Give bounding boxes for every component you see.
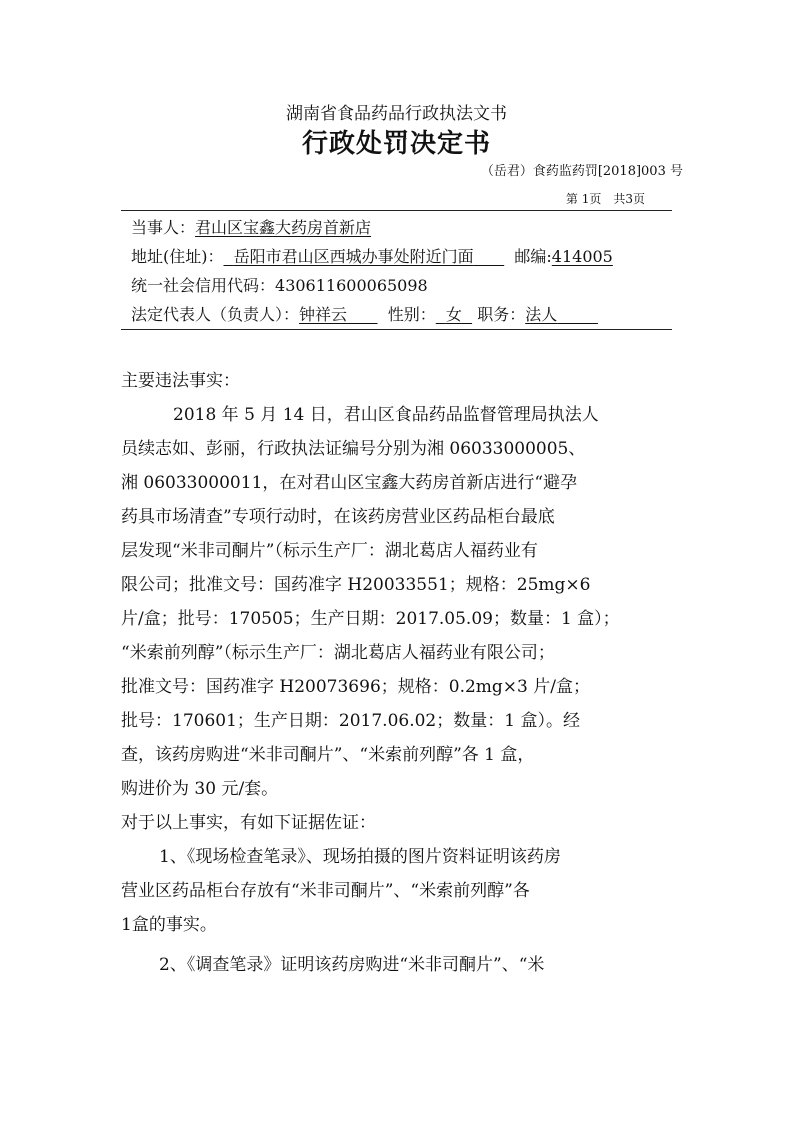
facts-line: 批号：170601；生产日期：2017.06.02；数量：1 盒）。经: [121, 711, 580, 731]
facts-heading: 主要违法事实：: [121, 371, 240, 391]
party-address-line: [131, 246, 613, 268]
address-value-wrap: [224, 247, 505, 266]
evidence-line: 1、《现场检查笔录》、现场拍摄的图片资料证明该药房: [159, 847, 561, 867]
party-name-label: 当事人：: [131, 218, 196, 237]
position-value-wrap: [525, 305, 598, 324]
credit-code-value: 430611600065098: [275, 276, 428, 295]
facts-line: 购进价为 30 元/套。: [121, 779, 279, 799]
evidence-line: 2、《调查笔录》证明该药房购进“米非司酮片”、“米: [159, 955, 545, 975]
gender-label: 性别：: [387, 305, 436, 324]
representative-label: 法定代表人（负责人）：: [131, 305, 300, 324]
representative-line: [131, 304, 598, 326]
representative-value-wrap: [299, 305, 378, 324]
bottom-divider: [121, 329, 672, 330]
facts-line: 批准文号：国药准字 H20073696；规格：0.2mg×3 片/盒；: [121, 677, 590, 697]
facts-line: 查，该药房购进“米非司酮片”、“米索前列醇”各 1 盒，: [121, 745, 535, 765]
facts-line: 2018 年 5 月 14 日，君山区食品药品监督管理局执法人: [173, 405, 599, 425]
position-label: 职务：: [477, 305, 526, 324]
postcode-value: 414005: [551, 247, 613, 266]
top-divider: [121, 210, 672, 211]
facts-line: 湘 06033000011，在对君山区宝鑫大药房首新店进行“避孕: [121, 473, 578, 493]
document-title: 行政处罚决定书: [301, 129, 491, 159]
representative-value: 钟祥云: [299, 305, 348, 324]
facts-line: 药具市场清查”专项行动时，在该药房营业区药品柜台最底: [121, 507, 555, 527]
evidence-line: 营业区药品柜台存放有“米非司酮片”、“米索前列醇”各: [121, 881, 530, 901]
facts-line: “米索前列醇”（标示生产厂：湖北葛店人福药业有限公司；: [121, 643, 555, 663]
facts-line: 片/盒；批号：170505；生产日期：2017.05.09；数量：1 盒）；: [121, 609, 620, 629]
credit-code-label: 统一社会信用代码：: [131, 276, 276, 295]
evidence-intro: 对于以上事实，有如下证据佐证：: [121, 813, 376, 833]
evidence-line: 1盒的事实。: [121, 915, 217, 935]
agency-doc-header: 湖南省食品药品行政执法文书: [286, 104, 507, 124]
gender-value-wrap: [436, 305, 472, 324]
facts-section: [121, 364, 676, 982]
facts-line: 员续志如、彭丽，行政执法证编号分别为湘 06033000005、: [121, 439, 586, 459]
document-number: （岳君）食药监药罚[2018]003 号: [480, 164, 683, 179]
facts-line: 层发现“米非司酮片”（标示生产厂：湖北葛店人福药业有: [121, 541, 538, 561]
address-label: 地址(住址)：: [131, 247, 224, 266]
party-name-line: [131, 217, 371, 239]
address-value: 岳阳市君山区西城办事处附近门面: [233, 247, 474, 266]
credit-code-line: [131, 275, 428, 297]
page-info: 第 1页 共3页: [565, 192, 645, 206]
party-name-value: 君山区宝鑫大药房首新店: [195, 218, 372, 237]
facts-line: 限公司；批准文号：国药准字 H20033551；规格：25mg×6: [121, 575, 591, 595]
position-value: 法人: [525, 305, 558, 324]
gender-value: 女: [445, 305, 462, 324]
postcode-label: 邮编:: [514, 247, 552, 266]
